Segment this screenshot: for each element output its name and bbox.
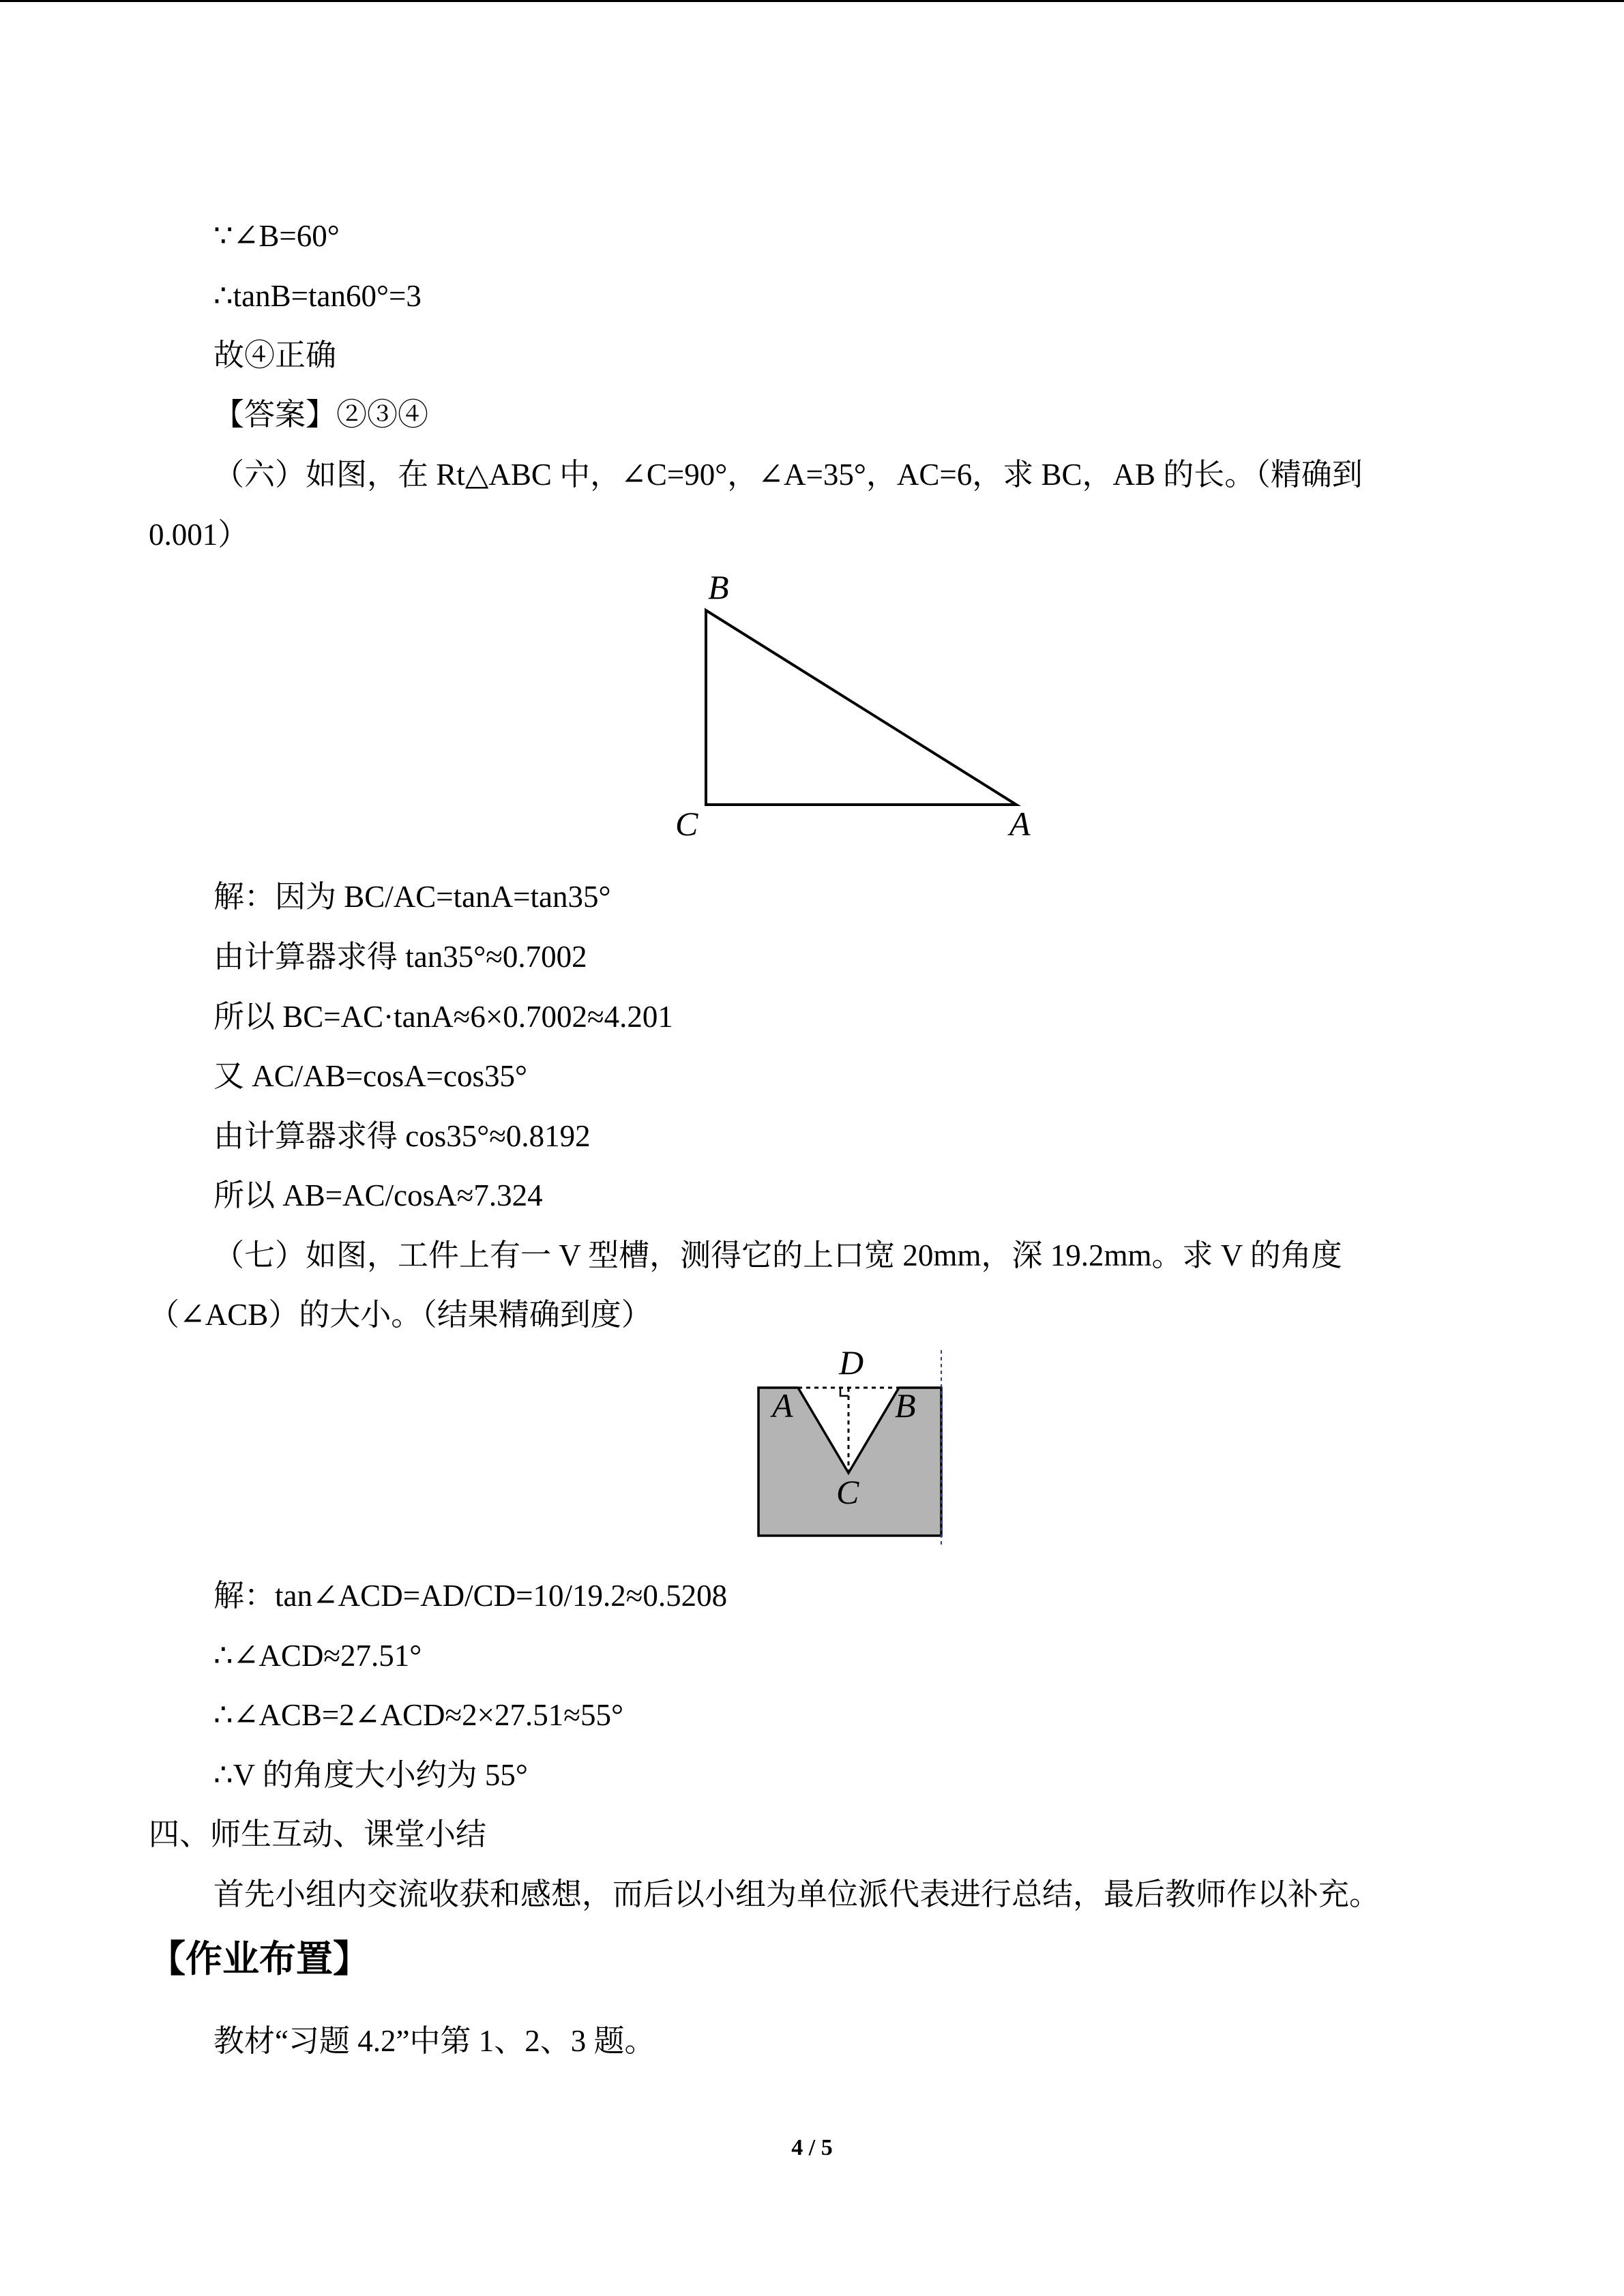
triangle-abc [706,610,1016,805]
label-d: D [839,1343,864,1382]
solution-line: 又 AC/AB=cosA=cos35° [213,1059,527,1093]
triangle-figure [662,568,1057,846]
solution-line: 由计算器求得 tan35°≈0.7002 [213,940,587,974]
problem-6-statement-cont: 0.001） [149,518,249,552]
page-number: 4 / 5 [791,2135,833,2160]
label-b: B [708,568,729,606]
label-c: C [836,1473,859,1511]
solution-line: 解：tan∠ACD=AD/CD=10/19.2≈0.5208 [213,1579,728,1613]
label-a: A [772,1386,793,1425]
label-a: A [1009,805,1031,843]
label-c: C [675,805,698,843]
label-b: B [895,1386,916,1425]
solution-line: ∴∠ACB=2∠ACD≈2×27.51≈55° [213,1698,623,1732]
problem-7-statement: （七）如图，工件上有一 V 型槽，测得它的上口宽 20mm，深 19.2mm。求 V 的角度 [213,1238,1342,1272]
text-line: 故④正确 [213,338,337,372]
problem-6-statement: （六）如图，在 Rt△ABC 中，∠C=90°，∠A=35°，AC=6，求 BC，AB 的长。（精确到 [213,458,1363,492]
top-border [0,0,1624,2]
section-heading: 四、师生互动、课堂小结 [149,1817,487,1851]
problem-7-statement-cont: （∠ACB）的大小。（结果精确到度） [149,1298,652,1332]
text-line: ∴tanB=tan60°=3 [213,279,422,313]
solution-line: 解：因为 BC/AC=tanA=tan35° [213,880,611,914]
solution-line: 由计算器求得 cos35°≈0.8192 [213,1119,591,1153]
answer-line: 【答案】②③④ [213,398,429,432]
homework-line: 教材“习题 4.2”中第 1、2、3 题。 [213,2024,655,2058]
homework-heading: 【作业布置】 [149,1937,370,1980]
summary-line: 首先小组内交流收获和感想，而后以小组为单位派代表进行总结，最后教师作以补充。 [213,1877,1381,1911]
solution-line: 所以 AB=AC/cosA≈7.324 [213,1178,543,1212]
solution-line: 所以 BC=AC·tanA≈6×0.7002≈4.201 [213,1000,673,1034]
right-angle-mark [840,1388,848,1396]
v-groove-figure [743,1343,962,1548]
text-line: ∵∠B=60° [213,219,340,253]
solution-line: ∴V 的角度大小约为 55° [213,1758,528,1792]
solution-line: ∴∠ACD≈27.51° [213,1639,422,1673]
